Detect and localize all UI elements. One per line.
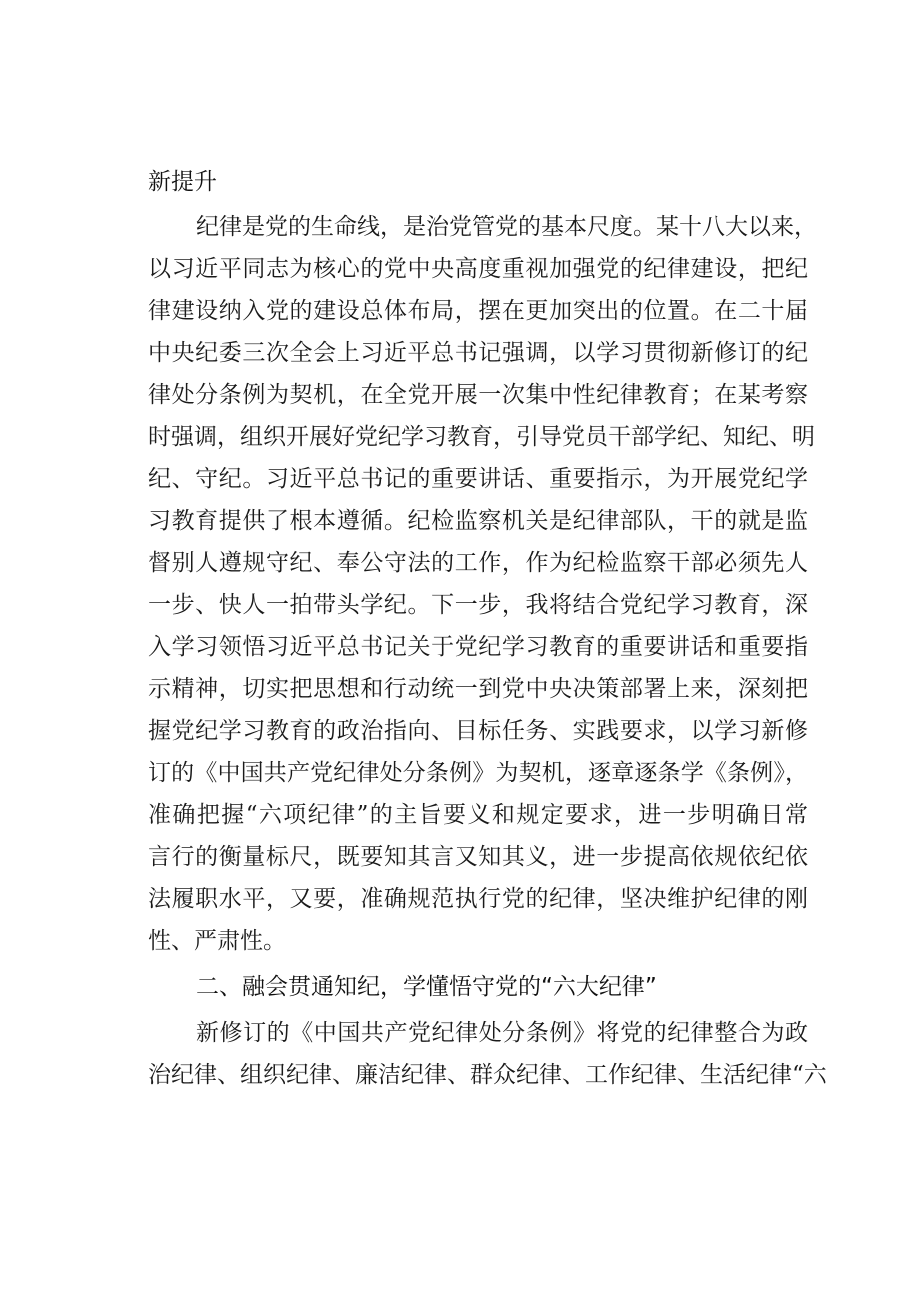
paragraph-line: 时强调，组织开展好党纪学习教育，引导党员干部学纪、知纪、明 xyxy=(148,424,815,450)
paragraph-line: 律处分条例为契机，在全党开展一次集中性纪律教育；在某考察 xyxy=(148,382,808,408)
paragraph-line: 中央纪委三次全会上习近平总书记强调，以学习贯彻新修订的纪 xyxy=(148,340,808,366)
paragraph-line: 性、严肃性。 xyxy=(148,928,286,954)
paragraph-line: 言行的衡量标尺，既要知其言又知其义，进一步提高依规依纪依 xyxy=(148,844,808,870)
paragraph-line: 新修订的《中国共产党纪律处分条例》将党的纪律整合为政 xyxy=(196,1020,808,1046)
paragraph-line: 准确把握“六项纪律”的主旨要义和规定要求，进一步明确日常 xyxy=(148,802,808,828)
paragraph-line: 律建设纳入党的建设总体布局，摆在更加突出的位置。在二十届 xyxy=(148,298,808,324)
section-heading: 新提升 xyxy=(148,169,217,195)
paragraph-line: 督别人遵规守纪、奉公守法的工作，作为纪检监察干部必须先人 xyxy=(148,550,808,576)
paragraph-line: 一步、快人一拍带头学纪。下一步，我将结合党纪学习教育，深 xyxy=(148,592,808,618)
section-subheading: 二、融会贯通知纪，学懂悟守党的“六大纪律” xyxy=(196,974,657,1000)
paragraph-line: 示精神，切实把思想和行动统一到党中央决策部署上来，深刻把 xyxy=(148,676,808,702)
paragraph-line: 握党纪学习教育的政治指向、目标任务、实践要求，以学习新修 xyxy=(148,718,808,744)
paragraph-line: 纪律是党的生命线，是治党管党的基本尺度。某十八大以来， xyxy=(196,214,817,240)
paragraph-line: 入学习领悟习近平总书记关于党纪学习教育的重要讲话和重要指 xyxy=(148,634,808,660)
paragraph-line: 法履职水平，又要，准确规范执行党的纪律，坚决维护纪律的刚 xyxy=(148,886,808,912)
paragraph-line: 治纪律、组织纪律、廉洁纪律、群众纪律、工作纪律、生活纪律“六 xyxy=(148,1062,827,1088)
paragraph-line: 习教育提供了根本遵循。纪检监察机关是纪律部队，干的就是监 xyxy=(148,508,808,534)
paragraph-line: 纪、守纪。习近平总书记的重要讲话、重要指示，为开展党纪学 xyxy=(148,466,808,492)
paragraph-line: 订的《中国共产党纪律处分条例》为契机，逐章逐条学《条例》， xyxy=(148,760,808,786)
paragraph-line: 以习近平同志为核心的党中央高度重视加强党的纪律建设，把纪 xyxy=(148,256,808,282)
